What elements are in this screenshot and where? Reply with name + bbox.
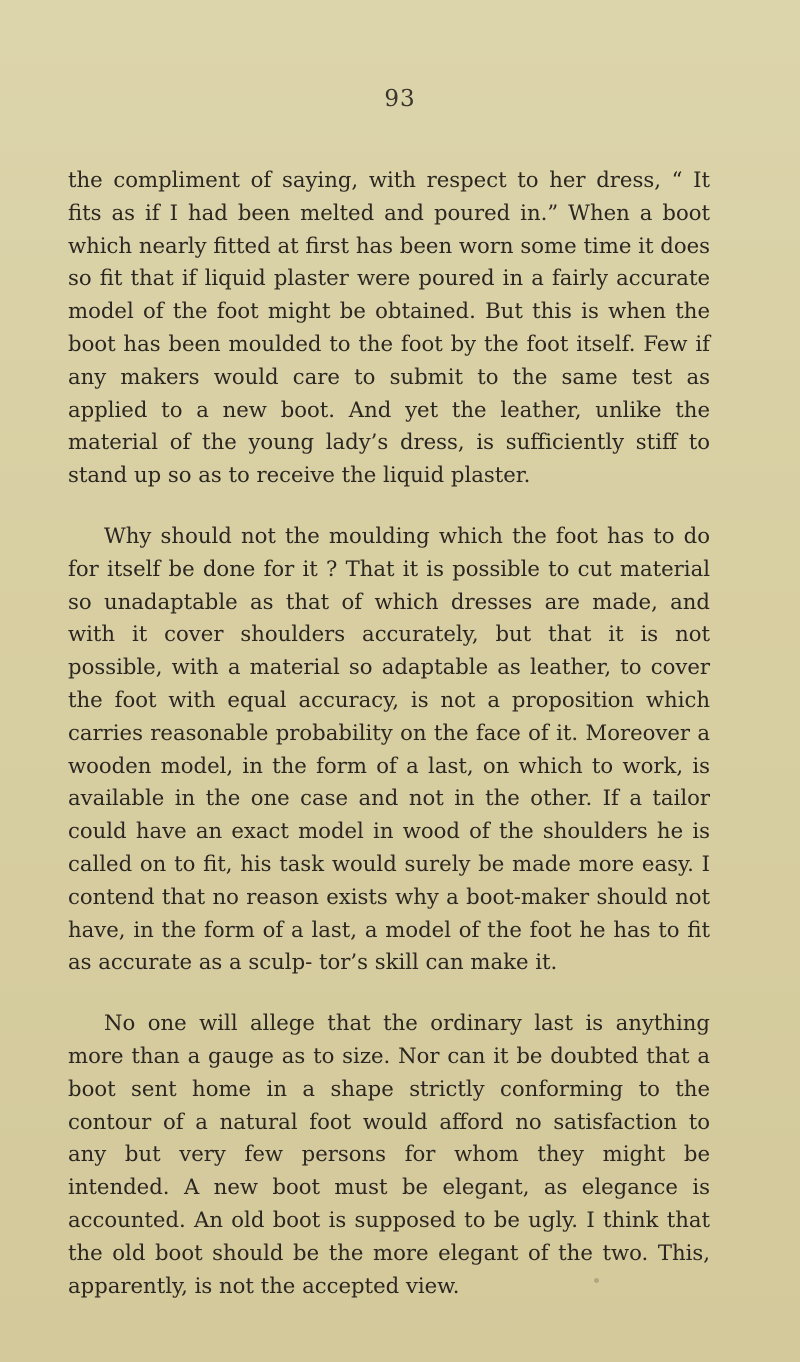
paragraph-1: the compliment of saying, with respect to her dress, “ It fits as if I had been melted and poured in.” When a boot which nearly fitted at first has been worn some time it does so fit that if liquid plaster were poured in a fairly accurate model of the foot might be obtained. But this is when the boot has been moulded to the foot by the foot itself. Few if any makers would care to submit to the same test as applied to a new boot. And yet the leather, unlike the material of the young lady’s dress, is sufficiently stiff to stand up so as to receive the liquid plaster. bbox=[68, 167, 710, 488]
paragraph-2: Why should not the moulding which the foot has to do for itself be done for it ? That it is possible to cut material so unadaptable as that of which dresses are made, and with it cover shoulders accurately, but that it is not possible, with a material so adaptable as leather, to cover the foot with equal accuracy, is not a proposition which carries reasonable probability on the face of it. Moreover a wooden model, in the form of a last, on which to work, is available in the one case and not in the other. If a tailor could have an exact model in wood of the shoulders he is called on to fit, his task would surely be made more easy. I contend that no reason exists why a boot-maker should not have, in the form of a last, a model of the foot he has to fit as accurate as a sculp- tor’s skill can make it. bbox=[68, 522, 710, 975]
page-number: 93 bbox=[384, 86, 416, 112]
paragraph-3: No one will allege that the ordinary last is anything more than a gauge as to size. Nor can it be doubted that a boot sent home in a shape strictly conforming to the contour of a natural foot would afford no satisfaction to any but very few persons for whom they might be intended. A new boot must be elegant, as elegance is accounted. An old boot is supposed to be ugly. I think that the old boot should be the more elegant of the two. This, apparently, is not the accepted view. bbox=[68, 1010, 710, 1298]
ink-speck bbox=[594, 1278, 599, 1283]
body-text bbox=[68, 164, 710, 1330]
